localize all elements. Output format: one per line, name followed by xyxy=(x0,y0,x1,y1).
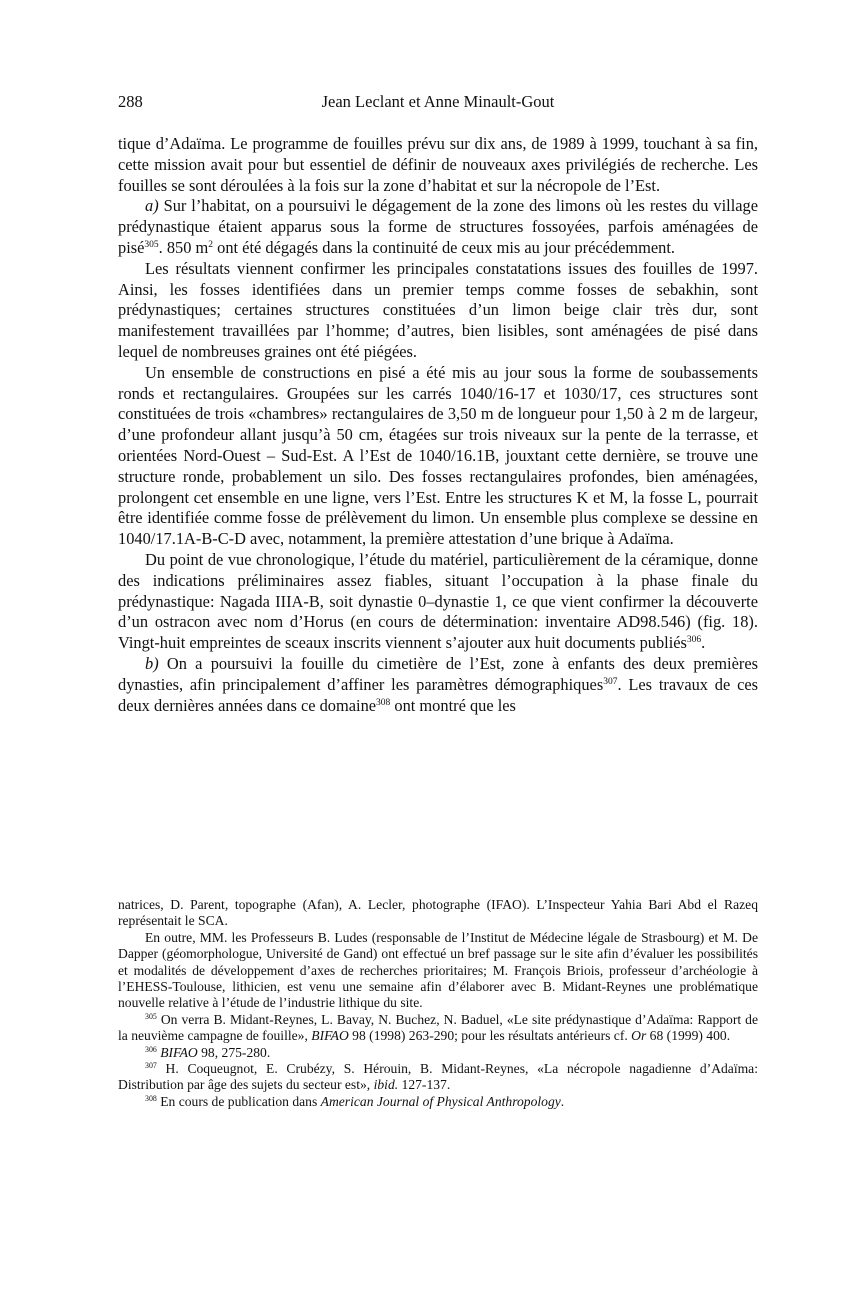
paragraph-2-text-3: ont été dégagés dans la continuité de ceux mis au jour précédemment. xyxy=(213,237,676,257)
footnote-continuation: natrices, D. Parent, topographe (Afan), A. Lecler, photographe (IFAO). L’Inspecteur Yahia Bari Abd el Razeq représentait le SCA. xyxy=(118,897,758,929)
footnote-text: . xyxy=(560,1093,565,1109)
journal-title: American Journal of Physical Anthropology xyxy=(320,1093,561,1109)
paragraph-1: tique d’Adaïma. Le programme de fouilles prévu sur dix ans, de 1989 à 1999, touchant à sa fin, cette mission avait pour but essentiel de définir de nouveaux axes privilégiés de recherche. Les fouilles se sont déroulées à la fois sur la zone d’habitat et sur la nécropole de l’Est. xyxy=(118,134,758,195)
page-number: 288 xyxy=(118,92,143,111)
paragraph-6-text: On a poursuivi la fouille du cimetière de l’Est, zone à enfants des deux premières dynasties, afin principalement d’affiner les paramètres démographiques xyxy=(118,653,758,694)
footnote-continuation-2: En outre, MM. les Professeurs B. Ludes (responsable de l’Institut de Médecine légale de Strasbourg) et M. De Dapper (géomorphologue, Université de Gand) ont effectué un bref passage sur le site afin d’évaluer les possibilités et modalités de développement d’axes de recherches prioritaires; M. François Briois, professeur d’archéologie à l’EHESS-Toulouse, lithicien, est venu une semaine afin d’élaborer avec B. Midant-Reynes une problématique nouvelle relative à l’étude de l’industrie lithique du site. xyxy=(118,929,758,1011)
paragraph-6-text-3: ont montré que les xyxy=(390,695,516,715)
main-text xyxy=(118,134,758,716)
journal-title: BIFAO xyxy=(160,1044,198,1060)
journal-title: BIFAO xyxy=(311,1028,349,1044)
paragraph-5 xyxy=(118,550,758,654)
footnote-text: On verra B. Midant-Reynes, L. Bavay, N. Buchez, N. Baduel, «Le site prédynastique d’Adaïma: Rapport de la neuvième campagne de fouille», xyxy=(118,1011,758,1044)
footnotes xyxy=(118,897,758,1110)
paragraph-2-text: Sur l’habitat, on a poursuivi le dégagement de la zone des limons où les restes du village prédynastique étaient apparus sous la forme de structures fossoyées, parfois aménagées de pisé xyxy=(118,196,758,257)
paragraph-3: Les résultats viennent confirmer les principales constatations issues des fouilles de 1997. Ainsi, les fosses identifiées dans un premier temps comme fosses de sebakhin, sont prédynastiques; certaines structures constituées d’un limon beige clair très dur, sont manifestement travaillées par l’homme; d’autres, bien lisibles, sont aménagées de pisé dans lequel de nombreuses graines ont été piégées. xyxy=(118,258,758,361)
footnote-305 xyxy=(118,1012,758,1045)
superscript-squared: 2 xyxy=(208,239,214,250)
footnote-307 xyxy=(118,1061,758,1094)
paragraph-6-text-2: . Les travaux de ces deux dernières années dans ce domaine xyxy=(118,674,758,715)
footnote-text: 98 (1998) 263-290; pour les résultats antérieurs cf. xyxy=(348,1028,632,1044)
section-marker-b: b) xyxy=(145,653,159,673)
footnote-number: 308 xyxy=(145,1093,157,1103)
footnote-ref-308: 308 xyxy=(376,697,391,708)
running-title: Jean Leclant et Anne Minault-Gout xyxy=(321,92,555,111)
footnote-ref-305: 305 xyxy=(144,239,159,250)
paragraph-6 xyxy=(118,654,758,716)
paragraph-2 xyxy=(118,196,758,258)
footnote-ref-306: 306 xyxy=(686,634,702,645)
section-marker-a: a) xyxy=(145,196,159,216)
footnote-text: 98, 275-280. xyxy=(197,1044,271,1060)
footnote-text: 68 (1999) 400. xyxy=(646,1028,731,1044)
footnote-number: 305 xyxy=(145,1011,157,1021)
footnote-306 xyxy=(118,1045,758,1061)
footnote-ref-307: 307 xyxy=(603,676,618,687)
footnote-text: 127-137. xyxy=(398,1077,451,1093)
footnote-text: H. Coqueugnot, E. Crubézy, S. Hérouin, B. Midant-Reynes, «La nécropole nagadienne d’Adaïma: Distribution par âge des sujets du secteur est», xyxy=(118,1061,758,1093)
footnote-text: En cours de publication dans xyxy=(156,1093,321,1109)
journal-title: Or xyxy=(631,1028,647,1044)
paragraph-5-end: . xyxy=(701,633,706,653)
ibid-abbreviation: ibid. xyxy=(373,1077,399,1093)
paragraph-2-text-2: . 850 m xyxy=(158,237,209,257)
paragraph-4: Un ensemble de constructions en pisé a été mis au jour sous la forme de soubassements ronds et rectangulaires. Groupées sur les carrés 1040/16-17 et 1030/17, ces structures sont constituées de trois «chambres» rectangulaires de 3,50 m de longueur pour 1,50 à 2 m de largeur, d’une profondeur allant jusqu’à 50 cm, étagées sur trois niveaux sur la pente de la terrasse, et orientées Nord-Ouest – Sud-Est. A l’Est de 1040/16.1B, jouxtant cette dernière, se trouve une structure ronde, probablement un silo. Des fosses rectangulaires profondes, bien aménagées, prolongent cet ensemble en une ligne, vers l’Est. Entre les structures K et M, la fosse L, pourrait être identifiée comme fosse de prélèvement du limon. Un ensemble plus complexe se dessine en 1040/17.1A-B-C-D avec, notamment, la première attestation d’une brique à Adaïma. xyxy=(118,362,758,549)
footnote-number: 306 xyxy=(145,1044,157,1054)
footnote-308 xyxy=(118,1094,758,1110)
paragraph-5-text: Du point de vue chronologique, l’étude du matériel, particulièrement de la céramique, donne des indications préliminaires assez fiables, situant l’occupation à la phase finale du prédynastique: Nagada IIIA-B, soit dynastie 0–dynastie 1, ce que vient confirmer la découverte d’un ostracon avec nom d’Horus (en cours de détermination: inventaire AD98.546) (fig. 18). Vingt-huit empreintes de sceaux inscrits viennent s’ajouter aux huit documents publiés xyxy=(118,549,758,653)
running-header xyxy=(118,92,758,114)
footnote-number: 307 xyxy=(145,1060,157,1070)
